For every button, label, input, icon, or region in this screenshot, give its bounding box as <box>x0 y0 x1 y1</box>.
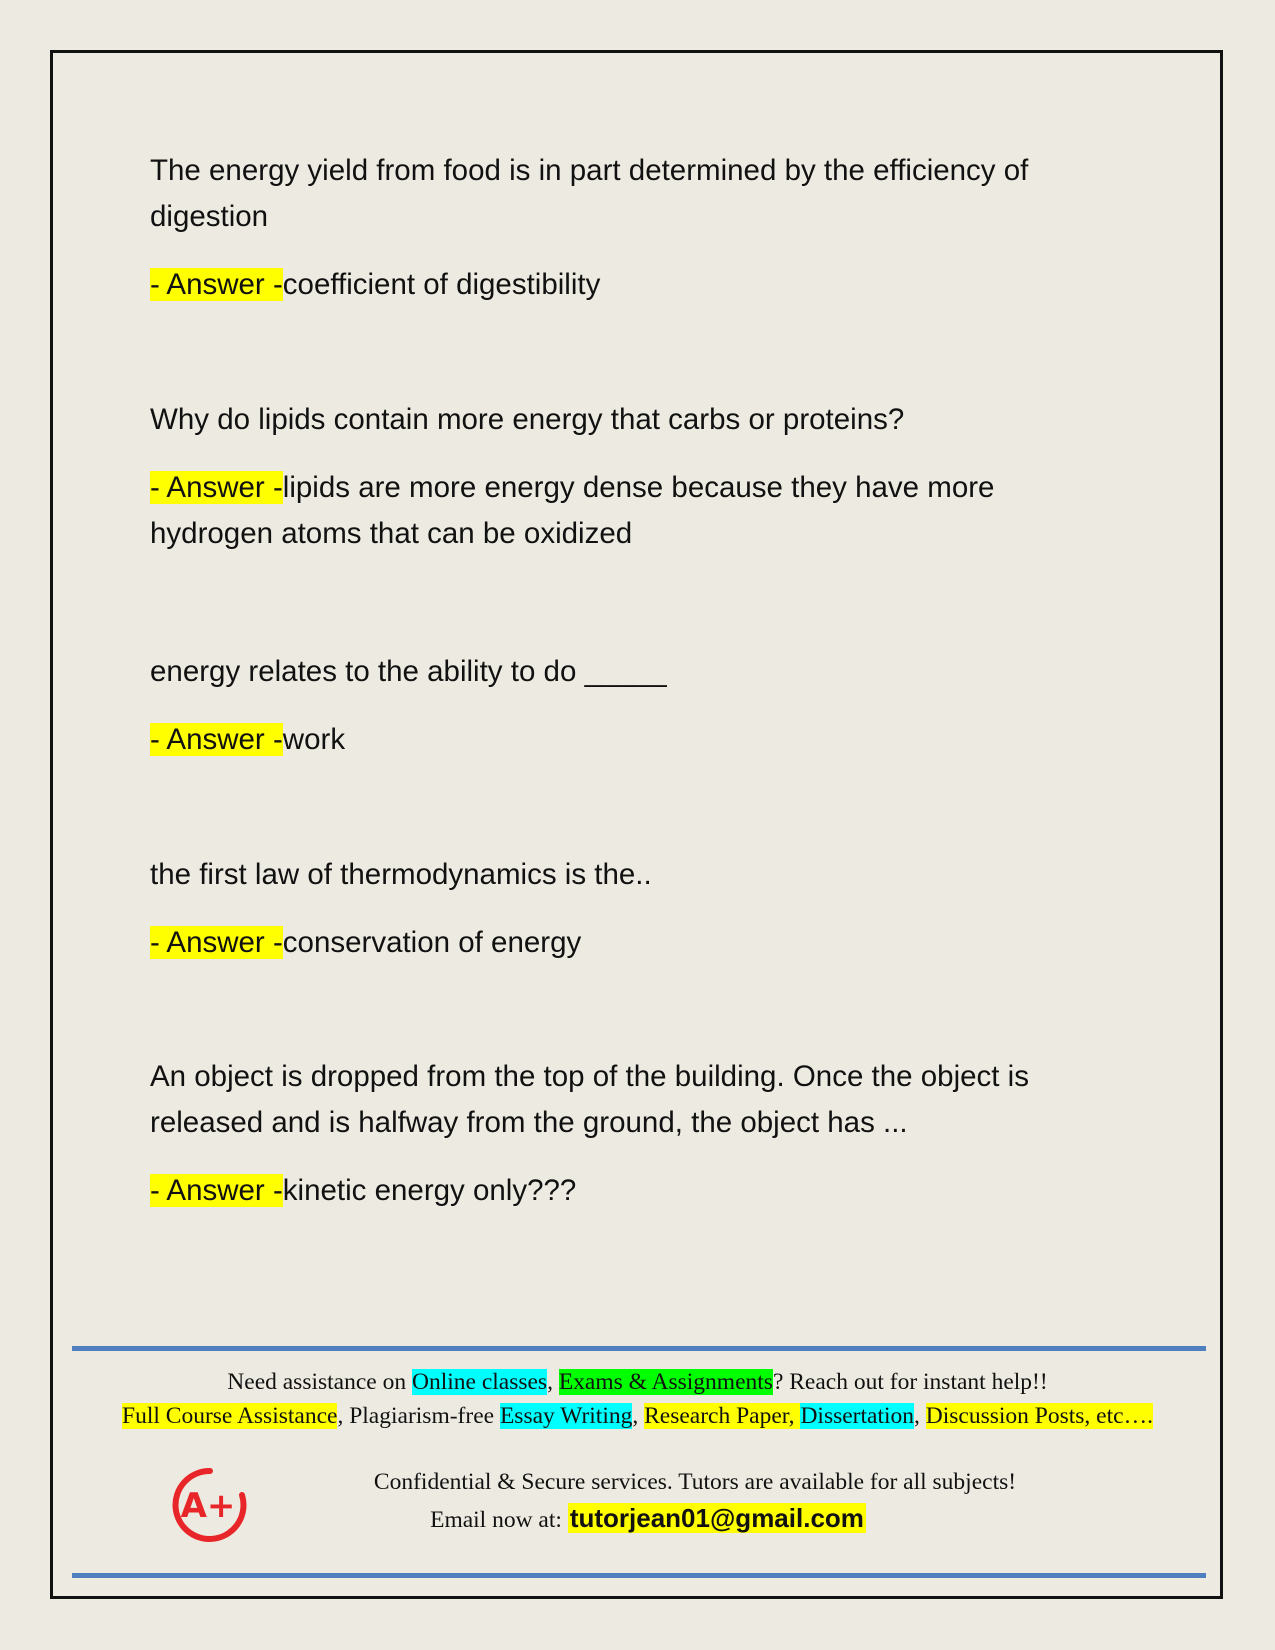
footer-email-line <box>0 1503 1275 1534</box>
footer-confidential-line: Confidential & Secure services. Tutors are available for all subjects! <box>373 1469 1017 1495</box>
answer-line <box>150 1168 1110 1214</box>
question-text: energy relates to the ability to do _____ <box>150 655 667 688</box>
footer-promo-line-2 <box>0 1403 1275 1430</box>
answer-text: coefficient of digestibility <box>282 268 601 301</box>
promo-text: ? Reach out for instant help!! <box>772 1369 1048 1395</box>
answer-text: work <box>282 723 346 756</box>
question-text: Why do lipids contain more energy that carbs or proteins? <box>150 403 905 436</box>
question-text: the first law of thermodynamics is the.. <box>150 858 652 891</box>
answer-line <box>150 717 1110 763</box>
footer-top-rule <box>72 1346 1206 1351</box>
question-text: An object is dropped from the top of the building. Once the object is released and is halfway from the ground, the object has ... <box>150 1060 1029 1139</box>
answer-text: lipids are more energy dense because they have more hydrogen atoms that can be oxidized <box>150 471 995 550</box>
full-course-highlight: Full Course Assistance <box>122 1403 338 1429</box>
promo-text: , <box>547 1369 559 1395</box>
essay-writing-highlight: Essay Writing <box>499 1403 633 1429</box>
answer-line <box>150 465 1110 557</box>
answer-tag: - Answer - <box>150 471 283 504</box>
qa-item <box>150 1054 1110 1214</box>
qa-item <box>150 148 1110 308</box>
qa-item <box>150 852 1110 966</box>
discussion-posts-highlight: Discussion Posts, etc…. <box>925 1403 1153 1429</box>
promo-text: , <box>632 1403 645 1429</box>
answer-text: conservation of energy <box>282 926 582 959</box>
email-label: Email now at: <box>430 1507 568 1533</box>
promo-text: Need assistance on <box>227 1369 412 1395</box>
qa-item <box>150 649 1110 763</box>
svg-text:A+: A+ <box>180 1486 236 1526</box>
answer-tag: - Answer - <box>150 268 283 301</box>
exams-assignments-highlight: Exams & Assignments <box>558 1369 773 1395</box>
online-classes-highlight: Online classes <box>411 1369 548 1395</box>
footer-bottom-rule <box>72 1573 1206 1578</box>
answer-tag: - Answer - <box>150 926 283 959</box>
email-address[interactable]: tutorjean01@gmail.com <box>569 1503 864 1533</box>
answer-text: kinetic energy only??? <box>282 1174 577 1207</box>
answer-tag: - Answer - <box>150 1174 283 1207</box>
dissertation-highlight: Dissertation <box>800 1403 915 1429</box>
answer-line <box>150 262 1110 308</box>
footer-promo-line-1 <box>0 1369 1275 1396</box>
question-text: The energy yield from food is in part determined by the efficiency of digestion <box>150 154 1029 233</box>
promo-text: , <box>914 1403 926 1429</box>
promo-text: , Plagiarism-free <box>337 1403 500 1429</box>
answer-tag: - Answer - <box>150 723 283 756</box>
qa-item <box>150 397 1110 557</box>
answer-line <box>150 920 1110 966</box>
research-paper-highlight: Research Paper, <box>644 1403 801 1429</box>
